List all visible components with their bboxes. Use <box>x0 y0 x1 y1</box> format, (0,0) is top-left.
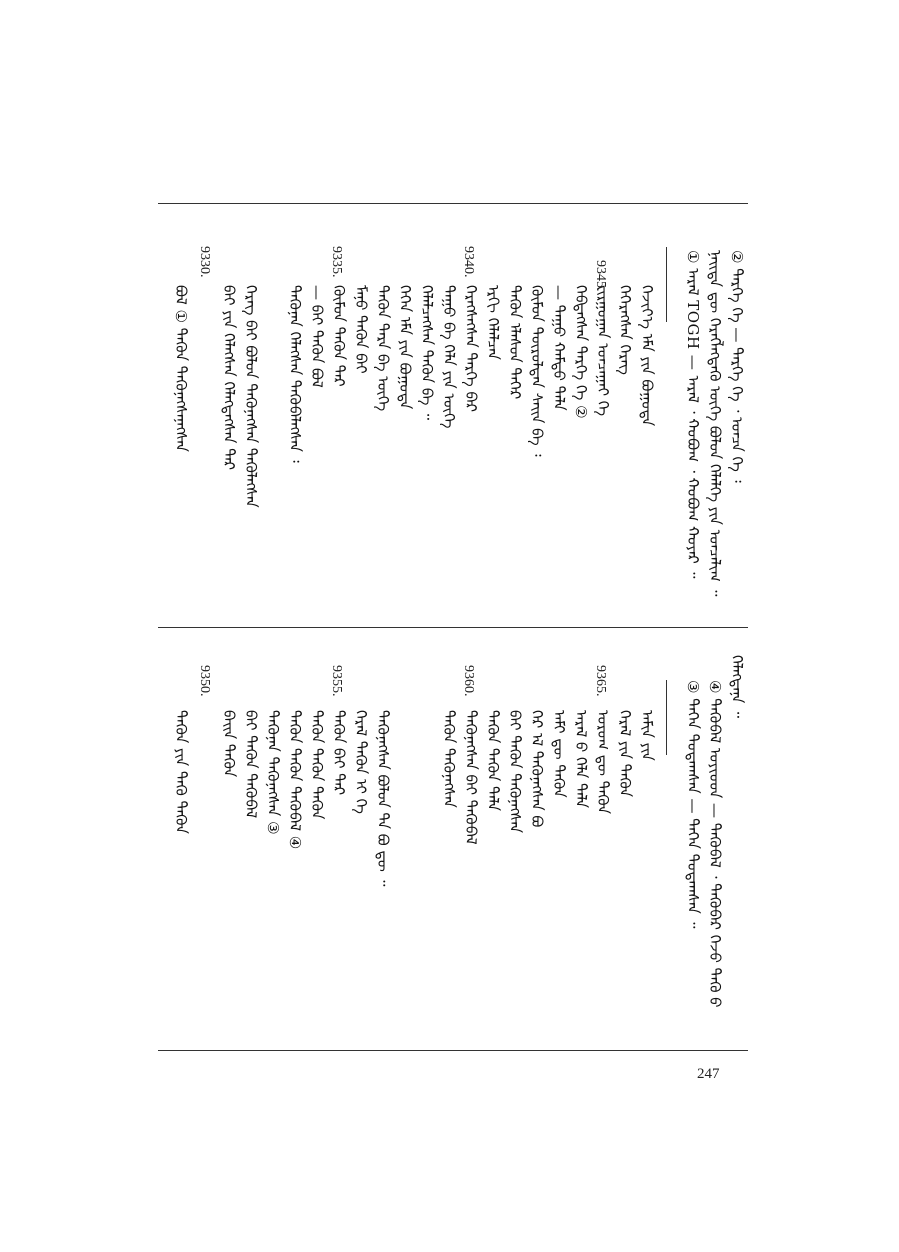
upper-footnote-2-continuation <box>704 250 726 596</box>
upper-line-5: — ᠳᠠᠭᠤ ᠬᠠᠮᠲᠤ ᠲᠡᠯᠡ <box>550 285 568 411</box>
lower-line-8: ᠲᠡᠭᠦᠨ ᠲᠡᠭᠦᠨ ᠲᠡᠯᠡ <box>484 710 502 812</box>
upper-line-19: ᠪᠠᠢ ᠶᠢᠨ ᠬᠡᠯᠡᠭᠰᠡᠨ ᠬᠡᠯᠡᠭᠳᠡᠭᠰᠡᠨ ᠲᠡᠷ <box>220 285 238 471</box>
line-number-9360: 9360. <box>461 665 476 697</box>
upper-line-11: ᠬᠡᠯᠡᠯᠴᠡᠭᠰᠡᠨ ᠲᠡᠭᠦᠨ ᠪᠠ ᠃ <box>418 285 436 421</box>
lower-line-6: ᠭᠡᠷ ᠡᠯ ᠲᠡᠭᠦᠨᠡᠭᠰᠡᠨ ᠪᠣ <box>528 710 546 828</box>
line-number-9350: 9350. <box>197 665 212 697</box>
upper-line-1: ᠬᠡᠵᠢᠶ᠎ᠡ ᠡᠮᠡ ᠶᠢᠨ ᠪᠣᠭᠣᠳᠠ <box>638 285 656 427</box>
upper-footnote-2 <box>726 250 748 483</box>
lower-footnote-first-line: ᠬᠡᠯᠡᠭᠳᠡᠨᠡ ᠃ <box>728 655 746 718</box>
upper-line-18: ᠬᠡᠷᠡᠭ ᠪᠠᠢ ᠪᠣᠯᠤᠨ ᠲᠡᠭᠦᠨᠡᠭᠰᠡᠨ ᠲᠡᠭᠦᠯᠡᠭᠰᠡᠨ <box>242 285 260 508</box>
middle-rule <box>158 627 748 628</box>
footnote-2-text-b: ᠨᠡᠢᠲᠡ ᠳᠦ ᠬᠡᠷᠡᠭᠯᠡᠭᠳᠡᠬᠦ ᠦᠭᠡ ᠪᠣᠯᠤᠨ ᠬᠡᠯᠡᠯᠭᠡ ᠶᠢᠨ ᠣᠨᠴᠠᠯᠢᠭ ᠃ <box>706 250 724 597</box>
footnote-1-marker: ① <box>684 250 702 264</box>
line-number-9330: 9330. <box>197 246 212 278</box>
footnote-3-marker: ③ <box>684 680 702 694</box>
lower-line-9: ᠲᠡᠭᠦᠨᠡᠭᠰᠡᠨ ᠪᠠᠢ ᠲᠡᠭᠦᠪᠡᠯ <box>462 710 480 845</box>
line-number-9365: 9365. <box>593 665 608 697</box>
lower-line-18: ᠪᠠᠢᠨ ᠲᠡᠭᠦᠨ <box>220 710 238 778</box>
upper-line-8: ᠡᠷᠬᠢ ᠬᠡᠯᠡᠯᠴᠡᠨ <box>484 285 502 360</box>
footnote-2-marker: ② <box>728 250 746 264</box>
lower-footnote-continuation <box>726 655 748 718</box>
lower-line-15: ᠲᠡᠭᠦᠨ ᠲᠡᠭᠦᠨ ᠲᠡᠭᠦᠪᠡᠯ ④ <box>286 710 304 850</box>
lower-line-10: ᠲᠡᠭᠦᠨ ᠲᠡᠭᠦᠨᠡᠭᠰᠡᠨ <box>440 710 458 808</box>
upper-line-14: ᠮᠠᠨᠤ ᠲᠡᠭᠦᠨ ᠪᠠᠢ <box>352 285 370 374</box>
lower-line-19: ᠲᠡᠭᠦᠨ ᠶᠢᠨ ᠲᠡᠭᠦ ᠲᠡᠭᠦᠨ <box>172 710 190 834</box>
lower-line-7: ᠪᠠᠢ ᠲᠡᠭᠦᠨ ᠲᠡᠭᠦᠨᠡᠭᠰᠡᠨ <box>506 710 524 834</box>
lower-footnote-4 <box>704 680 726 1007</box>
lower-line-4: ᠠᠷᠠᠯ ᠪ ᠬᠡᠯᠡ ᠲᠡᠯᠡ <box>572 710 590 809</box>
upper-line-13: ᠲᠡᠭᠦᠨ ᠲᠡᠷᠡ ᠪᠠ ᠦᠭᠡ <box>374 285 392 412</box>
lower-line-1: ᠠᠮᠢᠨ ᠶᠢᠨ <box>638 710 656 761</box>
lower-line-5: ᠠᠮᠢ ᠳᠦ ᠲᠡᠭᠦᠨ <box>550 710 568 798</box>
footnote-1-text: ᠠᠷᠠᠯ TOGH — ᠠᠷᠠᠯ ᠂ ᠬᠣᠪᠣᠭ ᠂ ᠬᠣᠪᠣᠭ ᠬᠣᠶᠠᠷ ᠃ <box>684 268 702 579</box>
upper-line-20: ᠪᠣᠯ ① ᠲᠡᠭᠦᠨ ᠲᠡᠭᠦᠨᠡᠭᠰᠡᠨᠡᠭᠰᠡᠨ <box>172 285 190 452</box>
lower-footnote-3 <box>682 680 704 928</box>
line-number-9335: 9335. <box>329 246 344 278</box>
lower-line-11: ᠲᠡᠭᠦᠨᠡᠭᠰᠡᠨ ᠪᠣᠯᠤᠨ ᠲᠡ ᠪᠣ ᠳᠦ ᠃ <box>374 710 392 887</box>
line-number-9340: 9340. <box>461 246 476 278</box>
upper-line-12: ᠭᠡᠭᠡᠨ ᠡᠮᠡ ᠶᠢᠨ ᠪᠣᠭᠣᠳᠠ <box>396 285 414 410</box>
footnote-4-marker: ④ <box>706 680 724 694</box>
page-number: 247 <box>697 1066 720 1082</box>
upper-line-9: ᠬᠡᠷᠡᠭᠰᠡᠭᠰᠡᠨ ᠲᠡᠷᠭᠡ ᠪᠡᠷ <box>462 285 480 412</box>
lower-line-12: ᠭᠡᠷᠡᠯ ᠲᠡᠭᠦᠨ ᠢ ᠬᠡ <box>352 710 370 814</box>
lower-line-16: ᠲᠡᠭᠦᠨᠡᠨ ᠲᠡᠭᠦᠨᠡᠭᠰᠡᠨ ③ <box>264 710 282 835</box>
line-number-9345: 9345. <box>593 260 608 292</box>
line-number-9355: 9355. <box>329 665 344 697</box>
upper-line-3: ᠵᠢᠷᠭᠤᠭᠠᠨ ᠣᠨᠴᠠᠭᠠᠢ ᠬᠡ <box>594 285 612 417</box>
lower-line-13: ᠲᠡᠭᠦᠨ ᠪᠠᠢ ᠲᠡᠷ <box>330 710 348 796</box>
footnote-3-text: ᠲᠡᠭᠡᠨ ᠳᠤᠲᠠᠭᠰᠠᠨ — ᠲᠡᠭᠡᠨ ᠳᠤᠲᠠᠭᠰᠠᠨ ᠃ <box>684 698 702 929</box>
upper-line-7: ᠲᠡᠭᠦᠨ ᠡᠯᠡᠰᠦᠨ ᠳᠡᠭᠡᠷ <box>506 285 524 400</box>
lower-line-17: ᠪᠠᠢ ᠲᠡᠭᠦᠨ ᠲᠡᠭᠦᠪᠡᠯ <box>242 710 260 819</box>
upper-line-16: — ᠪᠠᠢ ᠲᠡᠭᠦᠨ ᠪᠣᠯ <box>308 285 326 388</box>
upper-footnote-1 <box>682 250 704 578</box>
upper-line-10: ᠳᠠᠭᠤ ᠪᠠ ᠬᠡᠯᠡ ᠶᠢᠨ ᠦᠭᠡ <box>440 285 458 429</box>
upper-footnote-separator <box>666 247 667 322</box>
lower-line-14: ᠲᠡᠭᠦᠨ ᠲᠡᠭᠦᠨ ᠲᠡᠭᠦᠨ <box>308 710 326 820</box>
upper-line-2: ᠭᠡᠭᠡᠷᠡᠭᠰᠡᠨ ᠬᠡᠷᠡᠭ <box>616 285 634 375</box>
bottom-rule <box>158 1050 748 1051</box>
upper-line-15: ᠬᠦᠮᠦᠨ ᠲᠡᠭᠦᠨ ᠲᠡᠷ <box>330 285 348 387</box>
lower-footnote-separator <box>666 680 667 755</box>
upper-line-17: ᠲᠡᠭᠦᠨᠡᠨ ᠬᠡᠯᠡᠭᠰᠡᠨ ᠲᠡᠭᠦᠪᠡᠯᠡᠭᠰᠡᠨ ᠄ <box>286 285 304 463</box>
footnote-4-text: ᠲᠡᠭᠦᠪᠡᠯ ᠡᠣᠶᠢᠣᠳ — ᠲᠡᠭᠦᠪᠡᠯ ᠂ ᠲᠡᠭᠦᠪᠡᠷ ᠭᠡᠵᠦ ᠲᠡᠭᠦ ᠪ <box>706 698 724 1008</box>
top-rule <box>158 203 748 204</box>
lower-line-2: ᠭᠡᠷᠡᠯ ᠶᠢᠨ ᠲᠡᠭᠦᠨ <box>616 710 634 798</box>
upper-line-4: ᠬᠡᠪᠲᠡᠭᠰᠡᠨ ᠲᠡᠷᠭᠡ ᠬᠡ ② <box>572 285 590 419</box>
upper-line-6: ᠬᠦᠮᠦᠨ ᠲᠦᠷᠦᠯᠲᠡᠨ ᠰᠠᠢᠨ ᠪᠠ ᠄ <box>528 285 546 457</box>
footnote-2-text: ᠲᠡᠷᠭᠡ ᠬᠡ — ᠲᠡᠷᠭᠡ ᠬᠡ ᠂ ᠣᠨᠴᠠ ᠬᠡ ᠄ <box>728 268 746 483</box>
lower-line-3: ᠤᠷᠤᠭ ᠳᠦ ᠲᠡᠭᠦᠨ <box>594 710 612 814</box>
